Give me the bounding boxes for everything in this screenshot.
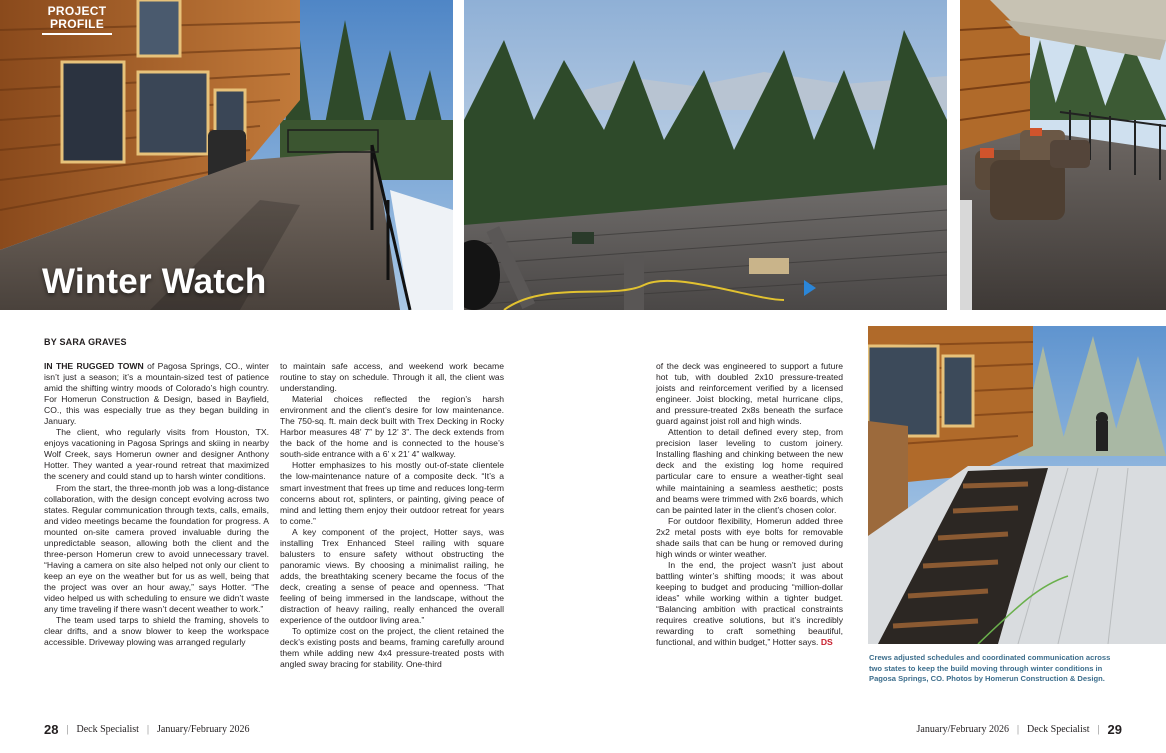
paragraph: A key component of the project, Hotter says, was installing Trex Enhanced Steel railing with square balusters to ensure safety without obstructing the panoramic views. By choosing a minimalist railing, he adds, the breathtaking scenery became the focus of the deck, creating a sense of peace and openness. “That feeling of being immersed in the landscape, without the distraction of heavy railing, really enhanced the overall experience of the outdoor living area.” <box>280 526 504 626</box>
paragraph: The client, who regularly visits from Houston, TX. enjoys vacationing in Pagosa Springs and skiing in nearby Wolf Creek, says Homerun owner and designer Anthony Hotter. They wanted a year-round retreat that maximized the scenery and could stand up to harsh winter conditions. <box>44 427 269 482</box>
byline: BY SARA GRAVES <box>44 337 127 347</box>
paragraph: From the start, the three-month job was a long-distance collaboration, with the design concept evolving across two states. Regular communication through texts, calls, emails, and video meetings became the foundation for progress. A mounted on-site camera proved invaluable during the unpredictable season, allowing both the client and the three-person Homerun crew to avoid unnecessary travel. “Having a camera on site also helped not only our client to keep an eye on the weather but for us as well, being that the project was over an hour away,” says Hotter. “The video helped us with scheduling to ensure we didn’t waste any time traveling if there wasn’t decent weather to work.” <box>44 482 269 615</box>
paragraph: For outdoor flexibility, Homerun added three 2x2 metal posts with eye bolts for removable shade sails that can be hung or removed during high winds or winter weather. <box>656 515 843 559</box>
badge-line-1: PROJECT <box>47 4 107 18</box>
footer-magazine-name: Deck Specialist <box>1027 724 1090 735</box>
photo-caption: Crews adjusted schedules and coordinated communication across two states to keep the build moving through winter conditions in Pagosa Springs, CO. Photos by Homerun Construction & Design. <box>869 653 1111 684</box>
paragraph: The team used tarps to shield the framing, shovels to clear drifts, and a snow blower to keep the workspace accessible. Driveway plowing was arranged regularly <box>44 615 269 648</box>
footer-issue: January/February 2026 <box>156 724 250 735</box>
lead-runin: IN THE RUGGED TOWN <box>44 361 144 371</box>
article-column-2 <box>280 361 504 670</box>
footer-right <box>917 722 1122 737</box>
deck-construction-view-photo <box>464 0 947 310</box>
footer-divider: | <box>146 724 149 735</box>
paragraph: Hotter emphasizes to his mostly out-of-state clientele the low-maintenance nature of a composite deck. “It’s a smart investment that frees up time and reduces long-term concerns about rot, splinters, or painting, giving peace of mind and letting them enjoy their outdoor retreat for years to come.” <box>280 460 504 526</box>
closing-paragraph-text: In the end, the project wasn’t just about battling winter’s shifting moods; it was about keeping to budget and producing “million-dollar ideas” while working within a tighter budget. “Balancing ambition with practical constraints requires creative solutions, but it’s incredibly rewarding to craft something beautiful, functional, and within budget,” Hotter says. <box>656 559 843 648</box>
lead-paragraph-text: of Pagosa Springs, CO., winter isn’t just a season; it’s a mountain-sized test of patience amid the shifting wintry moods of Colorado’s high country. For Homerun Construction & Design, based in Bayfield, CO., this was especially true as they began building in January. <box>44 361 269 427</box>
footer-divider: | <box>66 724 69 735</box>
article-column-1 <box>44 361 269 648</box>
paragraph: to maintain safe access, and weekend work became routine to stay on schedule. Through it all, the client was understanding. <box>280 361 504 394</box>
lead-paragraph <box>44 361 269 427</box>
page-number-right: 29 <box>1107 722 1122 737</box>
paragraph: To optimize cost on the project, the client retained the deck’s existing posts and beams, framing carefully around them while adding new 4x4 pressure-treated posts with angled sway bracing for stability. One-third <box>280 626 504 670</box>
badge-underline <box>42 33 112 35</box>
article-column-3 <box>656 361 843 648</box>
furnished-deck-photo <box>960 0 1166 310</box>
project-profile-badge <box>42 5 112 35</box>
paragraph: Attention to detail defined every step, from precision laser leveling to custom joinery. Installing flashing and chinking between the new deck and the existing log home required particular care to ensure a weather-tight seal while maintaining a seamless aesthetic; posts and beams were trimmed with 2x6 boards, which can be painted later in the client’s chosen color. <box>656 427 843 515</box>
footer-issue: January/February 2026 <box>916 724 1010 735</box>
end-mark: DS <box>820 637 833 648</box>
footer-divider: | <box>1017 724 1020 735</box>
footer-magazine-name: Deck Specialist <box>76 724 139 735</box>
page-number-left: 28 <box>44 722 59 737</box>
winter-framing-photo <box>868 326 1166 644</box>
badge-line-2: PROFILE <box>49 17 105 31</box>
footer-divider: | <box>1097 724 1100 735</box>
paragraph <box>656 560 843 648</box>
paragraph: Material choices reflected the region’s harsh environment and the client’s desire for low maintenance. The 750-sq. ft. main deck built with Trex Decking in Rocky Harbor measures 48’ 7” by 12’ 3”. The deck extends from the back of the home and is connected to the house’s south-side entrance with a 6’ x 21’ 4” walkway. <box>280 394 504 460</box>
paragraph: of the deck was engineered to support a future hot tub, with doubled 2x10 pressure-treated joists and reinforcement verified by a licensed engineer. Joist blocking, metal hurricane clips, and pressure-treated 2x8s beneath the surface guard against joist roll and high winds. <box>656 361 843 427</box>
footer-left <box>44 722 249 737</box>
article-headline: Winter Watch <box>42 262 267 301</box>
